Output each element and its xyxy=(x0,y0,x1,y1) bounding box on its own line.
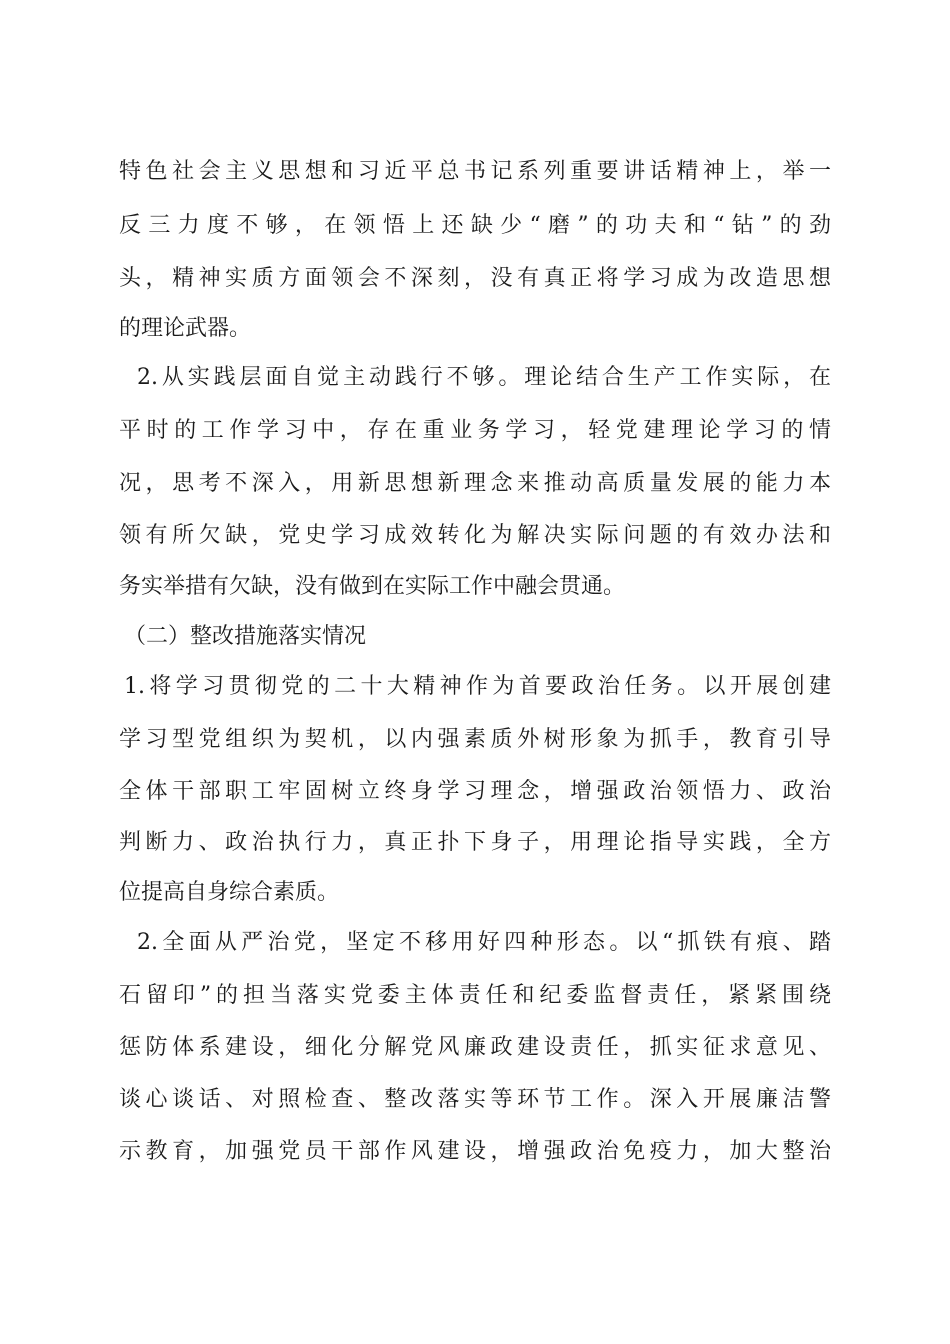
paragraph-line: 平时的工作学习中，存在重业务学习，轻党建理论学习的情 xyxy=(119,418,831,443)
paragraph-line: 反三力度不够，在领悟上还缺少“磨”的功夫和“钻”的劲 xyxy=(119,213,831,238)
paragraph-line: 判断力、政治执行力，真正扑下身子，用理论指导实践，全方 xyxy=(119,830,831,855)
paragraph-line: 1.将学习贯彻党的二十大精神作为首要政治任务。以开展创建 xyxy=(124,674,831,699)
paragraph-line: 务实举措有欠缺，没有做到在实际工作中融会贯通。 xyxy=(119,574,626,599)
paragraph-line: 惩防体系建设，细化分解党风廉政建设责任，抓实征求意见、 xyxy=(119,1035,831,1060)
paragraph-line: 学习型党组织为契机，以内强素质外树形象为抓手，教育引导 xyxy=(119,727,831,752)
paragraph-line: 2.从实践层面自觉主动践行不够。理论结合生产工作实际，在 xyxy=(137,365,831,390)
paragraph-line: 2.全面从严治党，坚定不移用好四种形态。以“抓铁有痕、踏 xyxy=(137,930,831,955)
section-heading: （二）整改措施落实情况 xyxy=(124,624,367,649)
paragraph-line: 示教育，加强党员干部作风建设，增强政治免疫力，加大整治 xyxy=(119,1139,831,1164)
paragraph-line: 特色社会主义思想和习近平总书记系列重要讲话精神上，举一 xyxy=(119,159,831,184)
paragraph-line: 领有所欠缺，党史学习成效转化为解决实际问题的有效办法和 xyxy=(119,523,831,548)
paragraph-line: 的理论武器。 xyxy=(119,316,252,341)
paragraph-line: 位提高自身综合素质。 xyxy=(119,880,340,905)
paragraph-line: 全体干部职工牢固树立终身学习理念，增强政治领悟力、政治 xyxy=(119,779,831,804)
paragraph-line: 况，思考不深入，用新思想新理念来推动高质量发展的能力本 xyxy=(119,471,831,496)
paragraph-line: 谈心谈话、对照检查、整改落实等环节工作。深入开展廉洁警 xyxy=(119,1087,831,1112)
paragraph-line: 石留印”的担当落实党委主体责任和纪委监督责任，紧紧围绕 xyxy=(119,983,831,1008)
paragraph-line: 头，精神实质方面领会不深刻，没有真正将学习成为改造思想 xyxy=(119,266,831,291)
